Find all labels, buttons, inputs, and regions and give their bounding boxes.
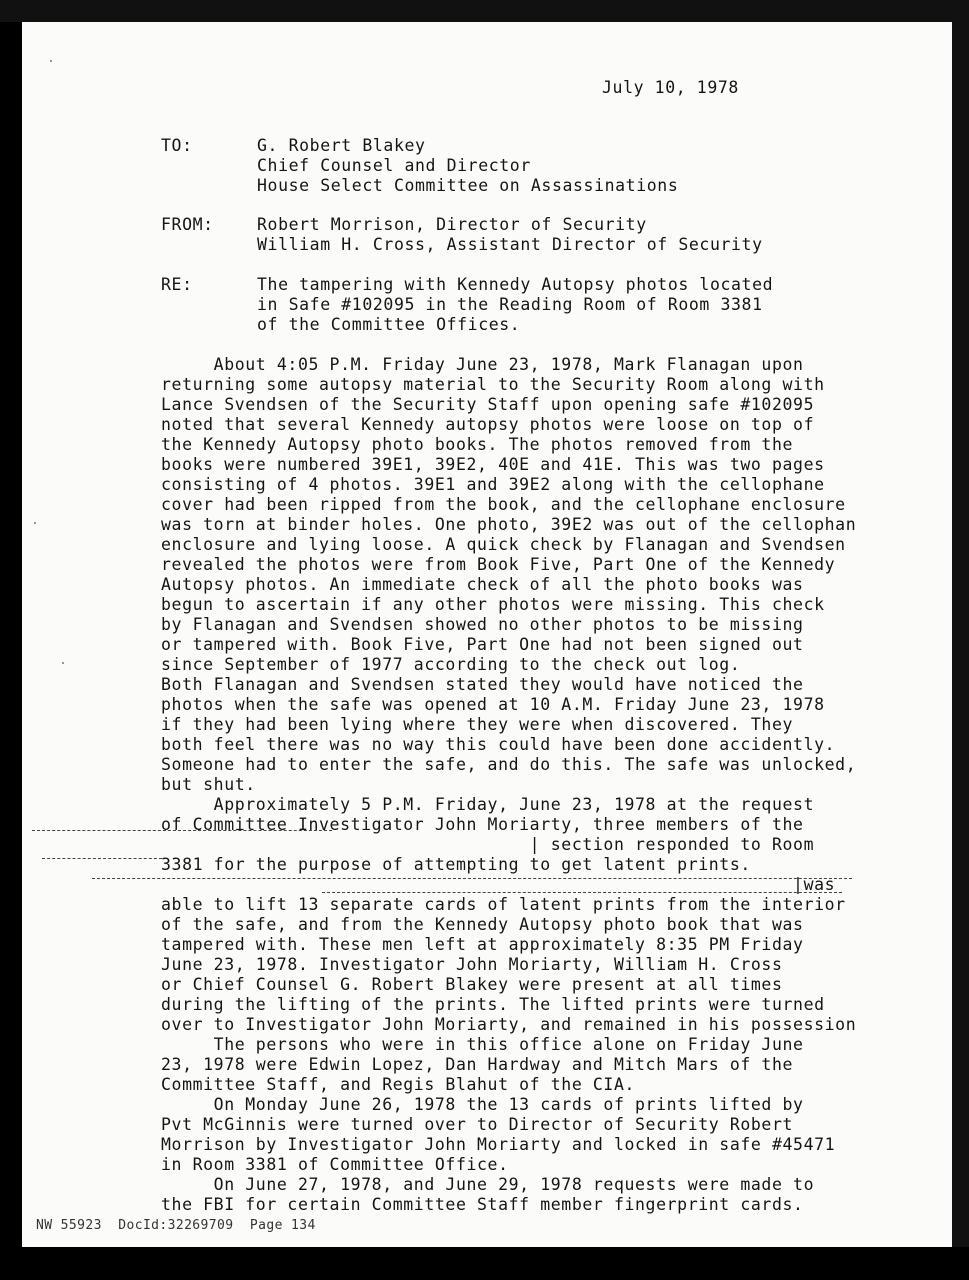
scan-speck: [62, 662, 64, 664]
body-line: or Chief Counsel G. Robert Blakey were present at all times: [161, 975, 783, 994]
to-line-1: G. Robert Blakey: [257, 136, 426, 155]
body-line: enclosure and lying loose. A quick check by Flanagan and Svendsen: [161, 535, 846, 554]
from-label: FROM:: [161, 215, 214, 234]
body-line: in Room 3381 of Committee Office.: [161, 1155, 509, 1174]
re-line-2: in Safe #102095 in the Reading Room of Room 3381: [257, 295, 763, 314]
body-line: both feel there was no way this could have been done accidently.: [161, 735, 836, 754]
body-line: the Kennedy Autopsy photo books. The photos removed from the: [161, 435, 794, 454]
body-line: tampered with. These men left at approximately 8:35 PM Friday: [161, 935, 804, 954]
from-line-1: Robert Morrison, Director of Security: [257, 215, 647, 234]
body-line: The persons who were in this office alone on Friday June: [161, 1035, 804, 1054]
body-line: Pvt McGinnis were turned over to Director of Security Robert: [161, 1115, 794, 1134]
body-line: able to lift 13 separate cards of latent prints from the interior: [161, 895, 846, 914]
body-line: of Committee Investigator John Moriarty, three members of the: [161, 815, 804, 834]
memo-body: [161, 355, 856, 1215]
body-line: Autopsy photos. An immediate check of all the photo books was: [161, 575, 804, 594]
body-line: photos when the safe was opened at 10 A.M. Friday June 23, 1978: [161, 695, 825, 714]
body-line: revealed the photos were from Book Five, Part One of the Kennedy: [161, 555, 836, 574]
body-line: during the lifting of the prints. The lifted prints were turned: [161, 995, 825, 1014]
body-line: Both Flanagan and Svendsen stated they would have noticed the: [161, 675, 804, 694]
scan-speck: [50, 60, 52, 62]
redaction-mark: [42, 858, 162, 859]
body-line: but shut.: [161, 775, 256, 794]
body-line: by Flanagan and Svendsen showed no other photos to be missing: [161, 615, 804, 634]
redaction-mark: [32, 830, 332, 831]
window-right-edge: [952, 22, 969, 1247]
body-line: since September of 1977 according to the check out log.: [161, 655, 741, 674]
memo-date: July 10, 1978: [602, 78, 739, 97]
body-line: returning some autopsy material to the Security Room along with: [161, 375, 825, 394]
window-top-bar: [0, 0, 969, 22]
re-label: RE:: [161, 275, 193, 294]
body-line: of the safe, and from the Kennedy Autopsy photo book that was: [161, 915, 804, 934]
body-line: |was: [161, 875, 836, 894]
body-line: June 23, 1978. Investigator John Moriarty, William H. Cross: [161, 955, 783, 974]
body-line: Approximately 5 P.M. Friday, June 23, 1978 at the request: [161, 795, 815, 814]
body-line: 23, 1978 were Edwin Lopez, Dan Hardway and Mitch Mars of the: [161, 1055, 794, 1074]
body-line: | section responded to Room: [161, 835, 815, 854]
body-line: begun to ascertain if any other photos were missing. This check: [161, 595, 825, 614]
body-line: On Monday June 26, 1978 the 13 cards of prints lifted by: [161, 1095, 804, 1114]
to-line-3: House Select Committee on Assassinations: [257, 176, 679, 195]
body-line: Morrison by Investigator John Moriarty and locked in safe #45471: [161, 1135, 836, 1154]
body-line: On June 27, 1978, and June 29, 1978 requests were made to: [161, 1175, 815, 1194]
body-line: books were numbered 39E1, 39E2, 40E and 41E. This was two pages: [161, 455, 825, 474]
to-label: TO:: [161, 136, 193, 155]
to-line-2: Chief Counsel and Director: [257, 156, 531, 175]
body-line: Committee Staff, and Regis Blahut of the CIA.: [161, 1075, 636, 1094]
redaction-mark: [92, 878, 852, 879]
scan-speck: [34, 522, 36, 524]
re-line-1: The tampering with Kennedy Autopsy photos located: [257, 275, 774, 294]
body-line: 3381 for the purpose of attempting to get latent prints.: [161, 855, 751, 874]
page-footer: NW 55923 DocId:32269709 Page 134: [36, 1218, 316, 1233]
body-line: Lance Svendsen of the Security Staff upon opening safe #102095: [161, 395, 815, 414]
re-line-3: of the Committee Offices.: [257, 315, 521, 334]
body-line: cover had been ripped from the book, and the cellophane enclosure: [161, 495, 846, 514]
body-line: About 4:05 P.M. Friday June 23, 1978, Mark Flanagan upon: [161, 355, 804, 374]
body-line: was torn at binder holes. One photo, 39E2 was out of the cellophan: [161, 515, 857, 534]
body-line: Someone had to enter the safe, and do this. The safe was unlocked,: [161, 755, 857, 774]
document-page: [22, 22, 952, 1247]
body-line: or tampered with. Book Five, Part One had not been signed out: [161, 635, 804, 654]
body-line: consisting of 4 photos. 39E1 and 39E2 along with the cellophane: [161, 475, 825, 494]
from-line-2: William H. Cross, Assistant Director of Security: [257, 235, 763, 254]
redaction-mark: [322, 892, 842, 893]
body-line: over to Investigator John Moriarty, and remained in his possession: [161, 1015, 857, 1034]
body-line: noted that several Kennedy autopsy photos were loose on top of: [161, 415, 815, 434]
body-line: the FBI for certain Committee Staff member fingerprint cards.: [161, 1195, 804, 1214]
body-line: if they had been lying where they were when discovered. They: [161, 715, 794, 734]
